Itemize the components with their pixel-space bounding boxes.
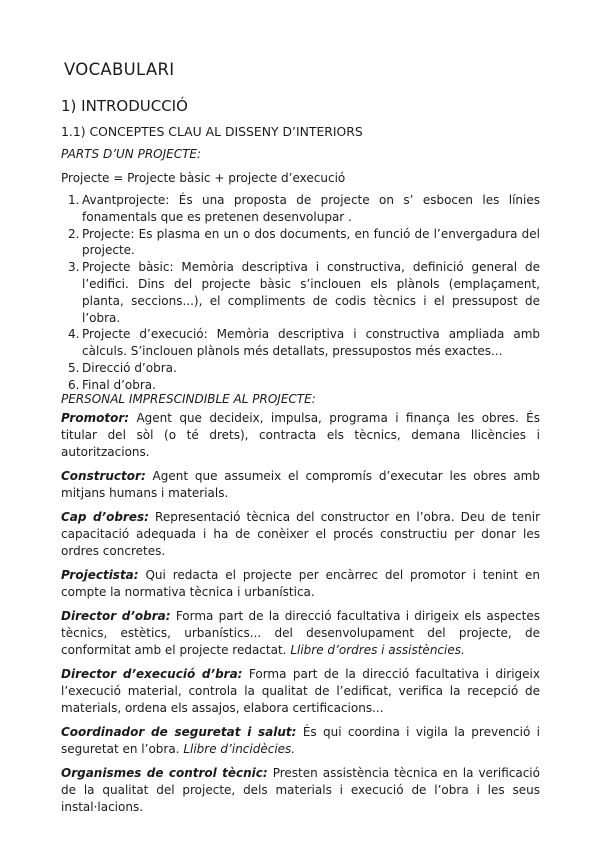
definition-promotor (61, 410, 540, 461)
definition-term: Director d’obra: (61, 609, 171, 623)
definition-text: Agent que decideix, impulsa, programa i finança les obres. És titular del sòl (o té drets), contracta els tècnics, demana llicències i autoritzacions. (61, 411, 540, 459)
definition-cap-obres (61, 509, 540, 560)
page-title: VOCABULARI (64, 60, 175, 79)
definition-text: Presten assistència tècnica en la verificació de la qualitat del projecte, dels materials i execució de l’obra i les seus instal·lacions. (61, 766, 540, 814)
list-number: 2. (68, 226, 80, 241)
section-heading: 1) INTRODUCCIÓ (61, 97, 188, 115)
definition-constructor (61, 468, 540, 502)
definition-term: Promotor: (61, 411, 130, 425)
list-item (62, 360, 540, 377)
definition-text: És qui coordina i vigila la prevenció i seguretat en l’obra. (61, 725, 541, 756)
definition-organismes-control (61, 765, 540, 816)
parts-list (62, 192, 540, 394)
definition-term: Director d’execució d’bra: (61, 667, 243, 681)
personal-heading: PERSONAL IMPRESCINDIBLE AL PROJECTE: (61, 392, 316, 406)
list-item (62, 326, 540, 360)
list-item-text: Projecte: Es plasma en un o dos documents, en funció de l’envergadura del projecte. (82, 226, 540, 258)
definition-note: Llibre d’incidècies. (183, 742, 296, 756)
list-number: 1. (68, 193, 80, 207)
list-item-text: Avantprojecte: És una proposta de projecte on s’ esbocen les línies fonamentals que es pretenen desenvolupar . (82, 193, 540, 224)
personal-definitions (61, 410, 540, 823)
list-number: 3. (68, 260, 80, 275)
definition-term: Coordinador de seguretat i salut: (61, 725, 297, 739)
definition-text: Representació tècnica del constructor en l’obra. Deu de tenir capacitació adequada i ha de conèixer el procés constructiu per donar les ordres concretes. (61, 510, 540, 558)
definition-director-execucio (61, 666, 540, 717)
list-number: 4. (68, 327, 80, 342)
parts-heading: PARTS D’UN PROJECTE: (61, 147, 202, 161)
definition-term: Constructor: (61, 469, 146, 483)
definition-text: Forma part de la direcció facultativa i dirigeix l’execució material, controla la qualitat de l’edificat, verifica la recepció de materials, ordena els assajos, elabora certificacions... (61, 667, 540, 715)
list-number: 6. (68, 377, 80, 392)
list-item-text: Direcció d’obra. (82, 360, 177, 375)
definition-projectista (61, 567, 540, 601)
definition-term: Cap d’obres: (61, 510, 149, 524)
definition-term: Organismes de control tècnic: (61, 766, 268, 780)
list-item-text: Projecte bàsic: Memòria descriptiva i constructiva, definició general de l’edifici. Dins del projecte bàsic s’inclouen els plànols (emplaçament, planta, seccions...), el compliments de codis tècnics i el pressupost de l’obra. (82, 260, 540, 325)
list-item (62, 192, 540, 226)
list-item-text: Final d’obra. (82, 377, 156, 392)
definition-term: Projectista: (61, 568, 139, 582)
list-number: 5. (68, 360, 80, 375)
list-item (62, 259, 540, 326)
definition-text: Agent que assumeix el compromís d’executar les obres amb mitjans humans i materials. (61, 469, 540, 500)
definition-text: Forma part de la direcció facultativa i dirigeix els aspectes tècnics, estètics, urbanístics... del desenvolupament del projecte, de conformitat amb el projecte redactat. (61, 609, 540, 657)
definition-director-obra (61, 608, 540, 659)
list-item (62, 226, 540, 260)
list-item-text: Projecte d’execució: Memòria descriptiva i constructiva ampliada amb càlculs. S’inclouen plànols més detallats, pressupostos més exactes... (82, 327, 540, 359)
definition-coordinador-seguretat (61, 724, 540, 758)
project-equation: Projecte = Projecte bàsic + projecte d’execució (61, 171, 346, 185)
definition-note: Llibre d’ordres i assistències. (290, 643, 465, 657)
definition-text: Qui redacta el projecte per encàrrec del promotor i tenint en compte la normativa tècnica i urbanística. (61, 568, 540, 599)
subsection-heading: 1.1) CONCEPTES CLAU AL DISSENY D’INTERIORS (61, 124, 363, 139)
